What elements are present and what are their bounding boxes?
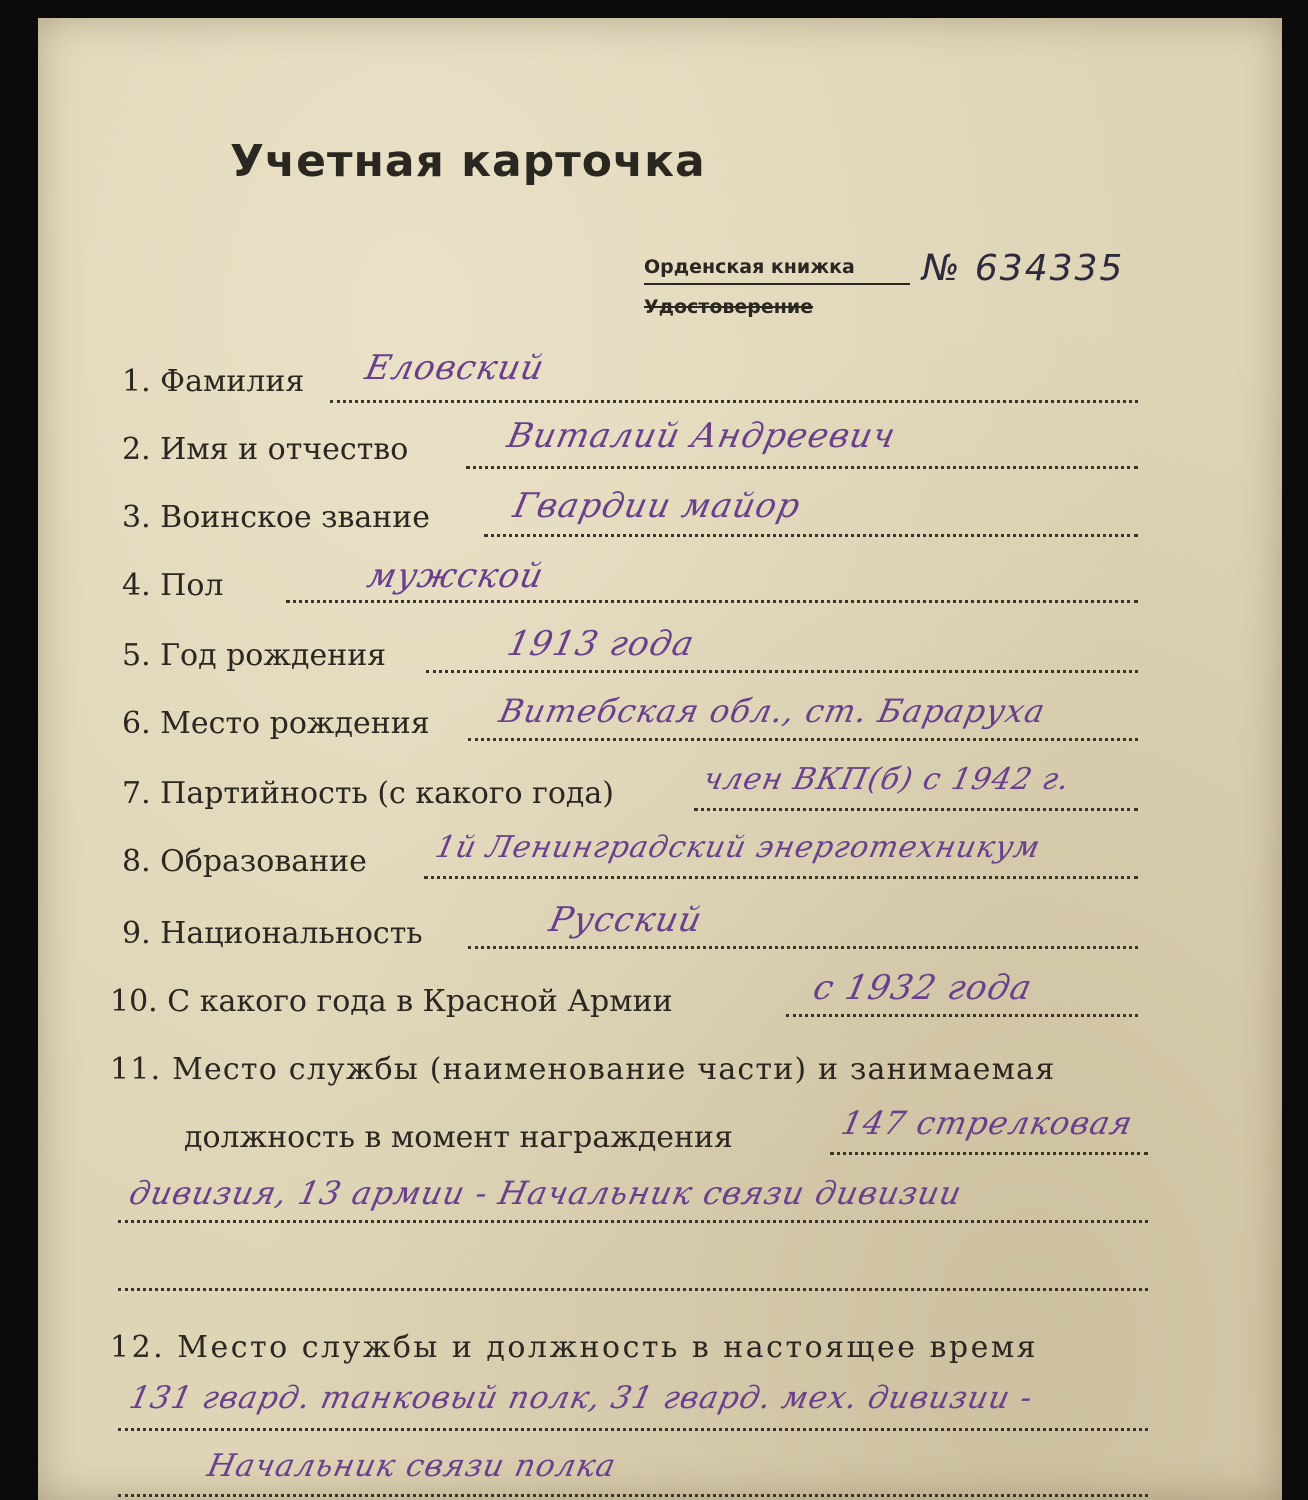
field-6-label-text: Место рождения [160,706,430,741]
field-10-label-text: С какого года в Красной Армии [167,984,673,1019]
field-2-label-text: Имя и отчество [160,432,409,467]
order-book-rule [644,283,910,285]
field-2-value: Виталий Андреевич [503,416,900,456]
field-9-number: 9. [122,916,151,951]
field-8-number: 8. [122,844,151,879]
field-1-value: Еловский [361,348,549,388]
field-3-label [122,500,430,535]
field-4-line [286,600,1138,603]
field-11-line1 [830,1152,1148,1155]
field-4-label [122,568,223,603]
field-5-value: 1913 года [503,624,699,664]
field-6-number: 6. [122,706,151,741]
field-11-label-line1 [110,1052,1055,1087]
field-12-label-text: Место службы и должность в настоящее время [177,1330,1039,1365]
field-11-number: 11. [110,1052,162,1087]
field-12-value-line2: Начальник связи полка [204,1448,620,1484]
field-12-value-line1: 131 гвард. танковый полк, 31 гвард. мех. дивизии - [126,1380,1037,1416]
field-11-label-line1-text: Место службы (наименование части) и занимаемая [172,1052,1056,1087]
field-11-label-line2: должность в момент награждения [184,1120,733,1155]
order-book-label [644,256,855,278]
order-book-text: Орденская книжка [644,256,855,278]
field-1-label-text: Фамилия [160,364,305,399]
field-8-value: 1й Ленинградский энерготехникум [432,830,1044,865]
field-12-label [110,1330,1038,1365]
field-9-label-text: Национальность [160,916,423,951]
field-6-line [468,738,1138,741]
field-2-line [466,466,1138,469]
field-3-line [484,534,1138,537]
field-2-label [122,432,408,467]
field-4-label-text: Пол [160,568,224,603]
field-1-line [330,400,1138,403]
field-3-label-text: Воинское звание [160,500,431,535]
field-7-label-text: Партийность (с какого года) [160,776,614,811]
field-7-value: член ВКП(б) с 1942 г. [700,762,1074,797]
field-10-number: 10. [110,984,158,1019]
field-5-line [426,670,1138,673]
field-2-number: 2. [122,432,151,467]
field-9-value: Русский [545,900,707,940]
field-10-value: с 1932 года [809,968,1036,1008]
field-5-label [122,638,386,673]
field-12-line1 [118,1428,1148,1431]
field-12-line2 [118,1494,1148,1497]
field-9-line [468,946,1138,949]
field-4-number: 4. [122,568,151,603]
certificate-label: Удостоверение [644,296,814,318]
field-7-label [122,776,614,811]
field-7-line [694,808,1138,811]
field-11-line2 [118,1220,1148,1223]
field-10-label [110,984,673,1019]
field-12-number: 12. [110,1330,166,1365]
card-title: Учетная карточка [230,136,706,187]
field-11-value-line2: дивизия, 13 армии - Начальник связи дивизии [125,1174,966,1212]
field-6-label [122,706,430,741]
field-5-label-text: Год рождения [160,638,387,673]
field-3-value: Гвардии майор [509,486,805,526]
field-5-number: 5. [122,638,151,673]
field-1-number: 1. [122,364,151,399]
field-8-label-text: Образование [160,844,367,879]
field-9-label [122,916,423,951]
field-8-line [424,876,1138,879]
field-8-label [122,844,367,879]
field-7-number: 7. [122,776,151,811]
field-10-line [786,1014,1138,1017]
order-number: № 634335 [922,248,1125,289]
registration-card [38,18,1282,1500]
field-11-value-line1: 147 стрелковая [837,1104,1137,1142]
field-11-line3 [118,1288,1148,1291]
field-3-number: 3. [122,500,151,535]
field-1-label [122,364,304,399]
field-6-value: Витебская обл., ст. Бараруха [495,692,1050,730]
field-4-value: мужской [363,556,548,596]
